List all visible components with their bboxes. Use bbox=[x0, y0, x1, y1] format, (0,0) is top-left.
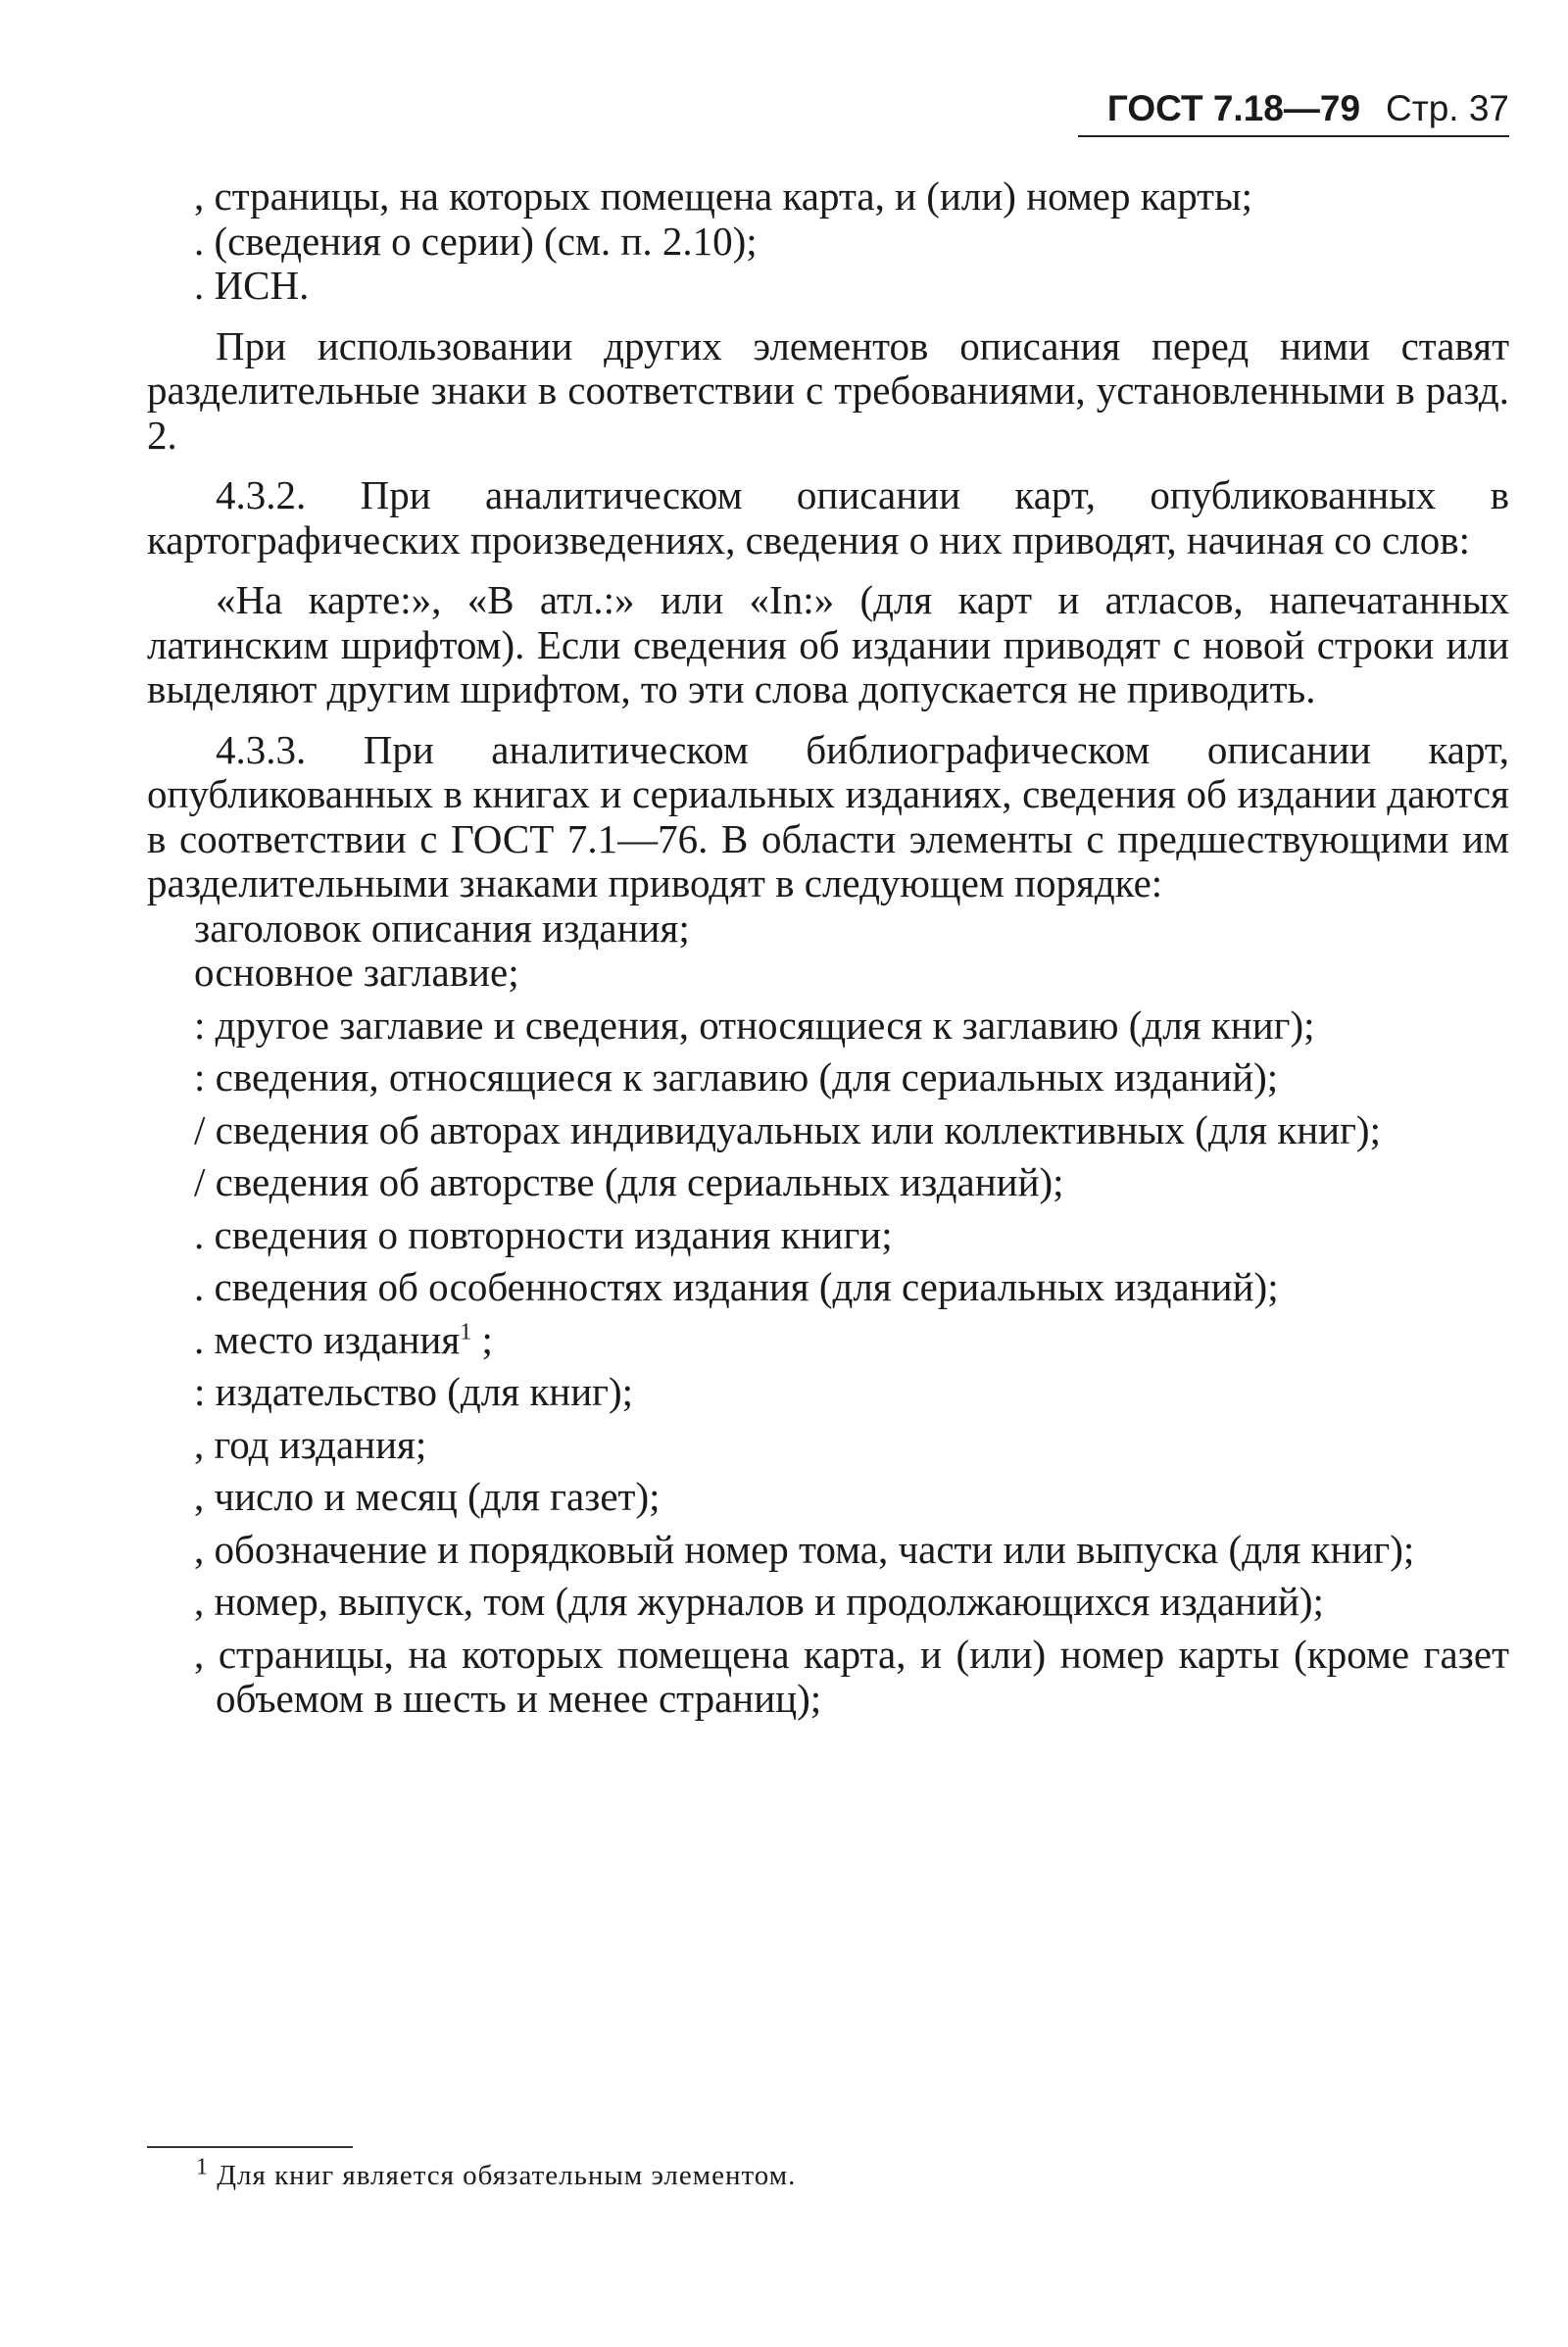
list-item: : сведения, относящиеся к заглавию (для сериальных изданий); bbox=[194, 1054, 1279, 1100]
list-item: : издательство (для книг); bbox=[194, 1369, 633, 1414]
place-text: . место издания bbox=[194, 1316, 461, 1362]
standard-number: ГОСТ 7.18—79 bbox=[1106, 88, 1361, 128]
continued-list-item: . (сведения о серии) (см. п. 2.10); bbox=[194, 218, 758, 264]
footnote-marker: 1 bbox=[196, 2154, 209, 2180]
list-item: / сведения об авторстве (для сериальных изданий); bbox=[194, 1159, 1064, 1204]
list-item: , год издания; bbox=[194, 1421, 427, 1467]
list-item-place bbox=[147, 1318, 1509, 1363]
list-item: . сведения о повторности издания книги; bbox=[194, 1211, 893, 1257]
list-item: основное заглавие; bbox=[194, 950, 519, 995]
list-item: : другое заглавие и сведения, относящиеся к заглавию (для книг); bbox=[194, 1002, 1315, 1048]
list-item: заголовок описания издания; bbox=[194, 905, 690, 951]
list-item: , страницы, на которых помещена карта, и (или) номер карты (кроме газет объемом в шесть и менее страниц); bbox=[194, 1631, 1509, 1721]
body-text bbox=[147, 174, 1509, 1722]
place-suffix: ; bbox=[481, 1316, 493, 1362]
footnote-divider bbox=[147, 2146, 353, 2148]
paragraph: «На карте:», «В атл.:» или «In:» (для карт и атласов, напечатанных латинским шрифтом). Если сведения об издании приводят с новой строки или выделяют другим шрифтом, то эти слова допускается не приводить. bbox=[147, 577, 1509, 711]
list-item: , обозначение и порядковый номер тома, части или выпуска (для книг); bbox=[194, 1526, 1415, 1572]
footnote-text: Для книг является обязательным элементом. bbox=[217, 2160, 797, 2191]
continued-list-item: . ИСН. bbox=[194, 263, 310, 308]
page-header bbox=[1078, 88, 1509, 137]
list-item: , число и месяц (для газет); bbox=[194, 1474, 661, 1519]
list-item: / сведения об авторах индивидуальных или коллективных (для книг); bbox=[194, 1106, 1381, 1152]
continued-list-item: , страницы, на которых помещена карта, и (или) номер карты; bbox=[194, 173, 1253, 219]
footnote bbox=[196, 2154, 1470, 2192]
footnote-reference: 1 bbox=[460, 1318, 472, 1345]
paragraph-4-3-2: 4.3.2. При аналитическом описании карт, опубликованных в картографических произведениях, сведения о них приводят, начиная со слов: bbox=[147, 472, 1509, 562]
paragraph-4-3-3: 4.3.3. При аналитическом библиографическом описании карт, опубликованных в книгах и сериальных изданиях, сведения об издании даются в соответствии с ГОСТ 7.1—76. В области элементы с предшествующими им разделительными знаками приводят в следующем порядке: bbox=[147, 726, 1509, 905]
list-item: . сведения об особенностях издания (для сериальных изданий); bbox=[194, 1264, 1279, 1309]
page-number: Стр. 37 bbox=[1386, 88, 1509, 128]
paragraph: При использовании других элементов описания перед ними ставят разделительные знаки в соответствии с требованиями, установленными в разд. 2. bbox=[147, 322, 1509, 458]
list-item: , номер, выпуск, том (для журналов и продолжающихся изданий); bbox=[194, 1579, 1324, 1624]
